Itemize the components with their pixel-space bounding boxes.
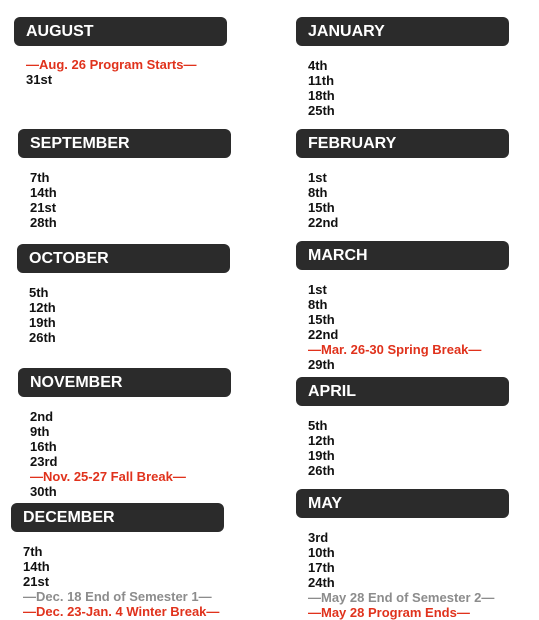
month-header-may: MAY xyxy=(296,489,509,518)
event-program-starts: —Aug. 26 Program Starts— xyxy=(26,57,197,72)
date-item: 18th xyxy=(308,88,335,103)
date-item: 9th xyxy=(30,424,50,439)
date-list-september xyxy=(18,170,231,230)
date-item: 15th xyxy=(308,200,335,215)
date-item: 1st xyxy=(308,282,327,297)
date-item: 23rd xyxy=(30,454,58,469)
date-item: 12th xyxy=(308,433,335,448)
date-item: 14th xyxy=(23,559,50,574)
date-item: 16th xyxy=(30,439,57,454)
month-august xyxy=(14,17,227,87)
month-header-february: FEBRUARY xyxy=(296,129,509,158)
month-header-december: DECEMBER xyxy=(11,503,224,532)
date-item: 2nd xyxy=(30,409,54,424)
date-item: 31st xyxy=(26,72,53,87)
month-september xyxy=(18,129,231,230)
month-header-october: OCTOBER xyxy=(17,244,230,273)
date-list-may xyxy=(296,530,509,620)
date-item: 12th xyxy=(29,300,56,315)
date-item: 26th xyxy=(308,463,335,478)
date-item: 3rd xyxy=(308,530,329,545)
month-header-november: NOVEMBER xyxy=(18,368,231,397)
date-item: 8th xyxy=(308,297,328,312)
date-item: 25th xyxy=(308,103,335,118)
date-item: 22nd xyxy=(308,327,339,342)
month-november xyxy=(18,368,231,499)
date-item: 5th xyxy=(29,285,49,300)
date-item: 24th xyxy=(308,575,335,590)
date-item: 17th xyxy=(308,560,335,575)
date-list-november xyxy=(18,409,231,499)
date-item: 26th xyxy=(29,330,56,345)
date-item: 8th xyxy=(308,185,328,200)
month-march xyxy=(296,241,509,372)
date-list-february xyxy=(296,170,509,230)
event-winter-break: —Dec. 23-Jan. 4 Winter Break— xyxy=(23,604,220,619)
event-end-semester-1: —Dec. 18 End of Semester 1— xyxy=(23,589,212,604)
date-item: 21st xyxy=(30,200,57,215)
date-item: 29th xyxy=(308,357,335,372)
date-list-august xyxy=(14,57,227,87)
date-list-december xyxy=(11,544,224,619)
month-may xyxy=(296,489,509,620)
date-list-january xyxy=(296,58,509,118)
event-fall-break: —Nov. 25-27 Fall Break— xyxy=(30,469,186,484)
date-item: 10th xyxy=(308,545,335,560)
date-list-october xyxy=(17,285,230,345)
date-item: 22nd xyxy=(308,215,339,230)
month-header-september: SEPTEMBER xyxy=(18,129,231,158)
event-end-semester-2: —May 28 End of Semester 2— xyxy=(308,590,495,605)
event-spring-break: —Mar. 26-30 Spring Break— xyxy=(308,342,482,357)
date-item: 15th xyxy=(308,312,335,327)
date-item: 19th xyxy=(308,448,335,463)
date-item: 5th xyxy=(308,418,328,433)
date-item: 30th xyxy=(30,484,57,499)
month-header-january: JANUARY xyxy=(296,17,509,46)
month-april xyxy=(296,377,509,478)
date-item: 14th xyxy=(30,185,57,200)
date-item: 1st xyxy=(308,170,327,185)
date-item: 19th xyxy=(29,315,56,330)
date-item: 21st xyxy=(23,574,50,589)
month-october xyxy=(17,244,230,345)
month-february xyxy=(296,129,509,230)
date-item: 11th xyxy=(308,73,335,88)
date-item: 4th xyxy=(308,58,328,73)
date-list-april xyxy=(296,418,509,478)
date-item: 7th xyxy=(23,544,43,559)
month-january xyxy=(296,17,509,118)
date-list-march xyxy=(296,282,509,372)
month-header-march: MARCH xyxy=(296,241,509,270)
date-item: 7th xyxy=(30,170,50,185)
month-header-april: APRIL xyxy=(296,377,509,406)
month-december xyxy=(11,503,224,619)
date-item: 28th xyxy=(30,215,57,230)
month-header-august: AUGUST xyxy=(14,17,227,46)
event-program-ends: —May 28 Program Ends— xyxy=(308,605,470,620)
